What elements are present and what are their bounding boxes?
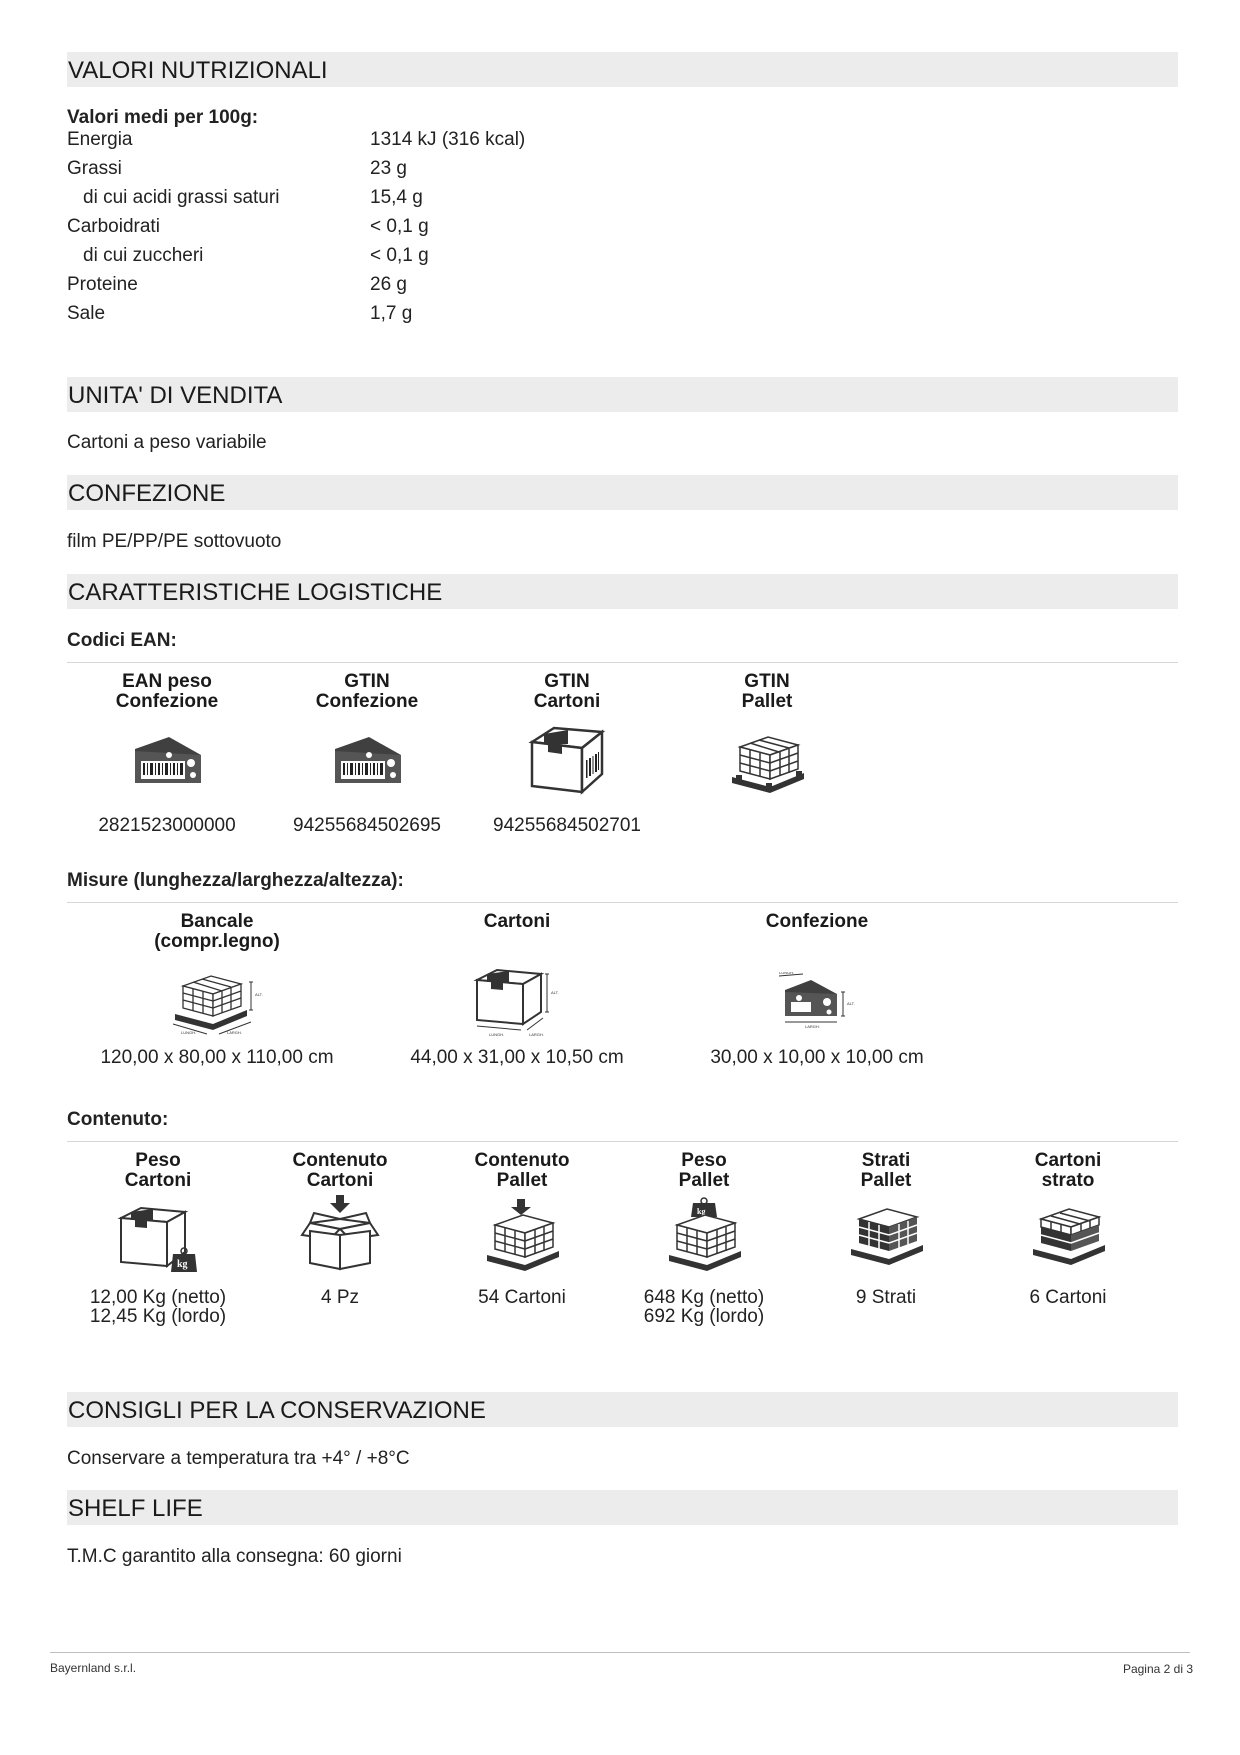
ean-heading: GTIN Pallet [741, 671, 793, 712]
open-box-icon [300, 1195, 380, 1271]
nutrition-value: 15,4 g [370, 187, 423, 208]
packaging-text: film PE/PP/PE sottovuoto [67, 531, 282, 552]
shelf-life-text: T.M.C garantito alla consegna: 60 giorni [67, 1546, 402, 1567]
pallet-icon [726, 725, 808, 795]
ean-title: Codici EAN: [67, 630, 177, 651]
content-heading: Peso Cartoni [124, 1150, 192, 1191]
content-value: 648 Kg (netto) 692 Kg (lordo) [643, 1287, 765, 1327]
ean-value: 94255684502701 [493, 815, 641, 836]
nutrition-label: di cui zuccheri [83, 245, 204, 266]
content-column [249, 1151, 431, 1336]
content-heading: Contenuto Pallet [474, 1150, 570, 1191]
nutrition-value: 1314 kJ (316 kcal) [370, 129, 526, 150]
dimension-label: ALT. [551, 990, 559, 995]
footer-page-number: Pagina 2 di 3 [1122, 1662, 1193, 1676]
carton-weight-icon [117, 1204, 199, 1274]
content-heading: Contenuto Cartoni [292, 1150, 388, 1191]
section-header-storage: CONSIGLI PER LA CONSERVAZIONE [67, 1392, 1178, 1427]
nutrition-label: Energia [67, 129, 133, 150]
nutrition-label: Proteine [67, 274, 138, 295]
section-header-shelf-life: SHELF LIFE [67, 1490, 1178, 1525]
section-header-sales-unit: UNITA' DI VENDITA [67, 377, 1178, 412]
divider [67, 1141, 1178, 1142]
pallet-layers-icon [845, 1205, 927, 1273]
nutrition-value: < 0,1 g [370, 216, 429, 237]
section-header-packaging: CONFEZIONE [67, 475, 1178, 510]
content-value: 6 Cartoni [1029, 1287, 1107, 1308]
ean-column [267, 672, 467, 837]
section-header-logistics: CARATTERISTICHE LOGISTICHE [67, 574, 1178, 609]
measures-heading: Confezione [765, 911, 869, 932]
nutrition-value: < 0,1 g [370, 245, 429, 266]
sales-unit-text: Cartoni a peso variabile [67, 432, 267, 453]
nutrition-label: di cui acidi grassi saturi [83, 187, 280, 208]
content-column [977, 1151, 1159, 1336]
dimension-label: LARGH. [529, 1032, 544, 1037]
dimension-label: LARGH. [227, 1030, 242, 1035]
content-column [795, 1151, 977, 1336]
content-value: 9 Strati [855, 1287, 917, 1308]
carton-barcode-icon [528, 722, 606, 796]
content-column [431, 1151, 613, 1336]
divider [67, 662, 1178, 663]
content-column [67, 1151, 249, 1336]
carton-dimensions-icon [469, 966, 565, 1038]
section-header-nutrition: VALORI NUTRIZIONALI [67, 52, 1178, 87]
measures-column [667, 912, 967, 1072]
nutrition-label: Grassi [67, 158, 122, 179]
nutrition-subtitle: Valori medi per 100g: [67, 107, 259, 128]
ean-value: 2821523000000 [98, 815, 236, 836]
measures-column [367, 912, 667, 1072]
ean-heading: GTIN Cartoni [533, 671, 601, 712]
measures-heading: Bancale (compr.legno) [154, 911, 280, 952]
footer-divider [50, 1652, 1190, 1653]
measures-heading: Cartoni [483, 911, 551, 932]
measures-value: 120,00 x 80,00 x 110,00 cm [100, 1047, 334, 1068]
dimension-label: LUNGH. [779, 972, 795, 975]
ean-value: 94255684502695 [293, 815, 441, 836]
cheese-barcode-icon [329, 731, 405, 789]
pallet-dimensions-icon [167, 966, 267, 1036]
nutrition-label: Carboidrati [67, 216, 160, 237]
storage-text: Conservare a temperatura tra +4° / +8°C [67, 1448, 410, 1469]
dimension-label: LUNGH. [489, 1032, 505, 1037]
content-heading: Strati Pallet [860, 1150, 912, 1191]
pallet-weight-icon [663, 1197, 745, 1273]
content-value: 54 Cartoni [478, 1287, 566, 1308]
ean-column [67, 672, 267, 837]
layer-cartons-icon [1027, 1205, 1109, 1273]
ean-column [667, 672, 867, 837]
dimension-label: ALT. [255, 992, 263, 997]
cheese-dimensions-icon [775, 972, 859, 1030]
dimension-label: LARGH. [805, 1024, 820, 1029]
content-value: 4 Pz [320, 1287, 360, 1308]
measures-title: Misure (lunghezza/larghezza/altezza): [67, 870, 404, 891]
dimension-label: LUNGH. [181, 1030, 197, 1035]
svg-text:kg: kg [697, 1207, 706, 1216]
nutrition-label: Sale [67, 303, 106, 324]
svg-text:kg: kg [177, 1259, 188, 1270]
footer-company: Bayernland s.r.l. [50, 1661, 137, 1675]
measures-value: 44,00 x 31,00 x 10,50 cm [410, 1047, 624, 1068]
ean-heading: EAN peso Confezione [115, 671, 219, 712]
content-column [613, 1151, 795, 1336]
content-heading: Peso Pallet [678, 1150, 730, 1191]
cheese-barcode-icon [129, 731, 205, 789]
divider [67, 902, 1178, 903]
pallet-content-icon [481, 1199, 563, 1273]
dimension-label: ALT. [847, 1001, 855, 1006]
nutrition-value: 1,7 g [370, 303, 413, 324]
ean-heading: GTIN Confezione [315, 671, 419, 712]
nutrition-value: 23 g [370, 158, 407, 179]
measures-column [67, 912, 367, 1072]
content-value: 12,00 Kg (netto) 12,45 Kg (lordo) [89, 1287, 227, 1327]
measures-value: 30,00 x 10,00 x 10,00 cm [710, 1047, 924, 1068]
content-title: Contenuto: [67, 1109, 169, 1130]
ean-column [467, 672, 667, 837]
nutrition-value: 26 g [370, 274, 407, 295]
content-heading: Cartoni strato [1034, 1150, 1102, 1191]
